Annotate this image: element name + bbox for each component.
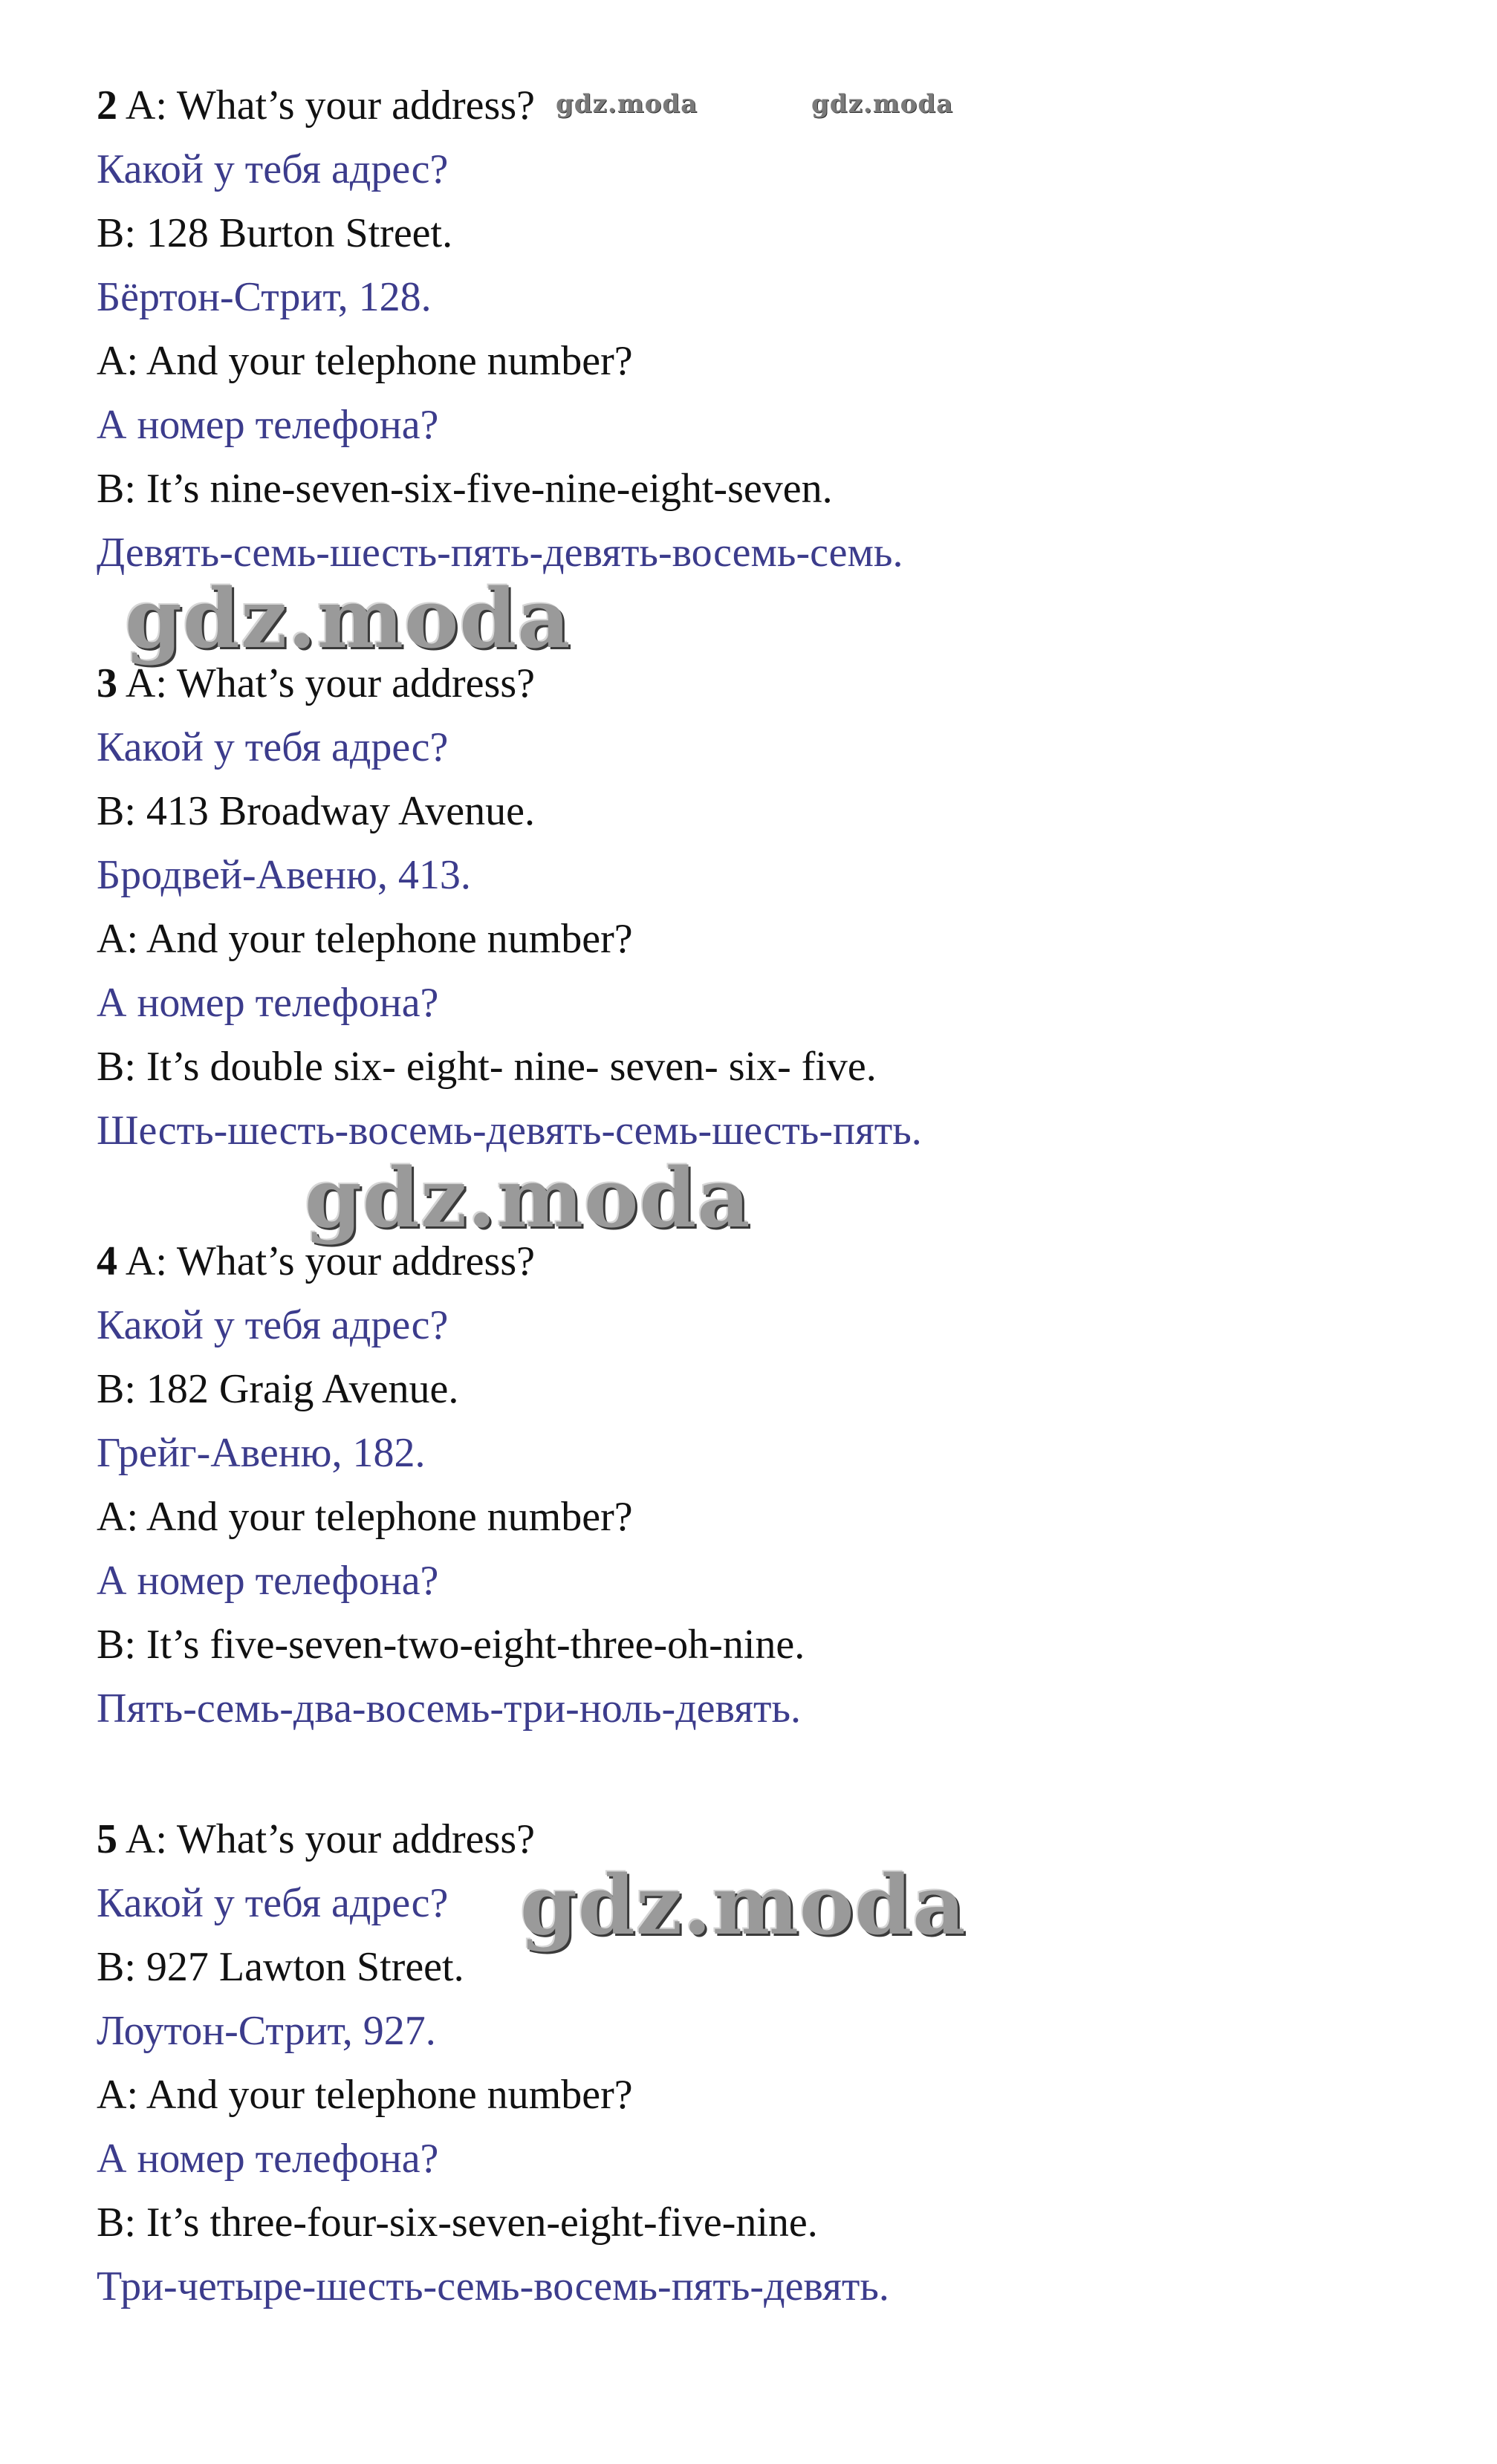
section-5-question-line [97, 1816, 535, 1863]
dialogue-line-ru: А номер телефона? [97, 2136, 439, 2182]
watermark-logo: gdz.moda [125, 571, 571, 666]
dialogue-line-en: A: What’s your address? [117, 1238, 535, 1284]
dialogue-line-ru: Девять-семь-шесть-пять-девять-восемь-семь. [97, 530, 903, 576]
dialogue-line-ru: Грейг-Авеню, 182. [97, 1430, 426, 1476]
section-2-question-line [97, 82, 535, 129]
dialogue-line-en: B: 927 Lawton Street. [97, 1944, 464, 1990]
section-number: 4 [97, 1238, 117, 1284]
dialogue-line-en: B: 413 Broadway Avenue. [97, 788, 535, 834]
dialogue-line-en: A: And your telephone number? [97, 338, 633, 384]
dialogue-line-ru: Шесть-шесть-восемь-девять-семь-шесть-пять. [97, 1108, 922, 1154]
watermark-logo: gdz.moda [305, 1150, 751, 1246]
dialogue-line-ru: Какой у тебя адрес? [97, 1302, 449, 1348]
dialogue-line-ru: Лоутон-Стрит, 927. [97, 2008, 436, 2054]
dialogue-line-en: B: It’s five-seven-two-eight-three-oh-nine. [97, 1622, 805, 1668]
dialogue-line-ru: Бёртон-Стрит, 128. [97, 274, 432, 320]
dialogue-line-en: B: 182 Graig Avenue. [97, 1366, 459, 1412]
section-number: 2 [97, 82, 117, 129]
dialogue-line-en: B: It’s three-four-six-seven-eight-five-nine. [97, 2200, 818, 2246]
dialogue-line-ru: Три-четыре-шесть-семь-восемь-пять-девять. [97, 2263, 889, 2309]
dialogue-line-en: A: What’s your address? [117, 660, 535, 706]
dialogue-line-ru: А номер телефона? [97, 1558, 439, 1604]
section-number: 5 [97, 1816, 117, 1862]
dialogue-line-ru: Какой у тебя адрес? [97, 724, 449, 770]
dialogue-line-ru: Какой у тебя адрес? [97, 1880, 449, 1926]
dialogue-line-ru: Бродвей-Авеню, 413. [97, 852, 471, 898]
watermark-logo: gdz.moda [556, 89, 698, 119]
dialogue-line-ru: А номер телефона? [97, 980, 439, 1026]
dialogue-line-en: A: What’s your address? [117, 82, 535, 129]
dialogue-line-en: B: It’s double six- eight- nine- seven- six- five. [97, 1044, 877, 1090]
watermark-logo: gdz.moda [811, 89, 954, 119]
dialogue-line-en: A: What’s your address? [117, 1816, 535, 1862]
watermark-logo: gdz.moda [520, 1857, 967, 1953]
section-3-question-line [97, 660, 535, 707]
dialogue-line-ru: Какой у тебя адрес? [97, 146, 449, 192]
dialogue-line-en: A: And your telephone number? [97, 2072, 633, 2118]
dialogue-line-en: A: And your telephone number? [97, 916, 633, 962]
dialogue-line-en: A: And your telephone number? [97, 1494, 633, 1540]
dialogue-line-en: B: 128 Burton Street. [97, 210, 453, 256]
dialogue-line-ru: А номер телефона? [97, 402, 439, 448]
dialogue-line-ru: Пять-семь-два-восемь-три-ноль-девять. [97, 1686, 802, 1732]
dialogue-line-en: B: It’s nine-seven-six-five-nine-eight-seven. [97, 466, 833, 512]
section-number: 3 [97, 660, 117, 706]
